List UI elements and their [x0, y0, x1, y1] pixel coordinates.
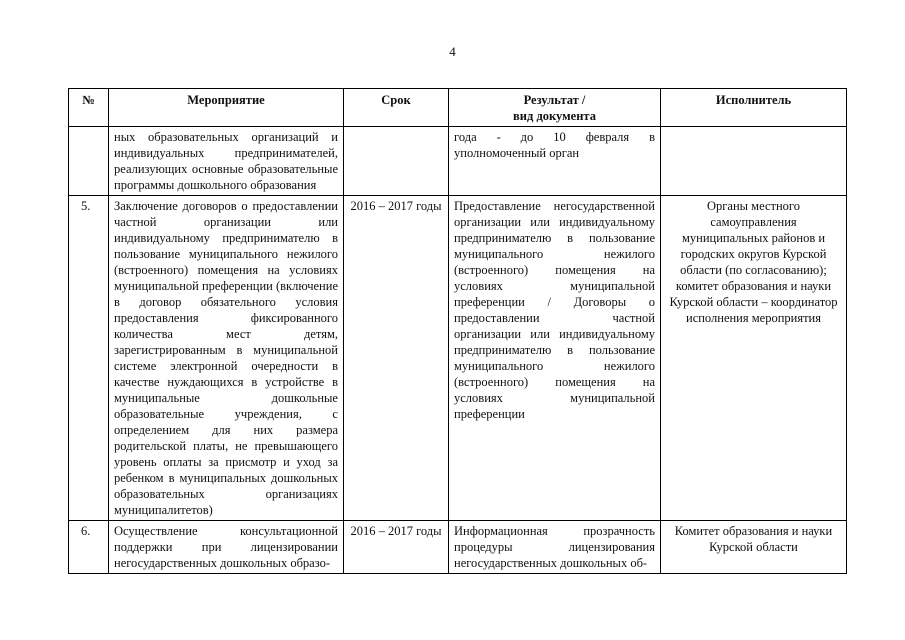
row-number — [69, 127, 109, 196]
row-activity: Осуществление консультационной поддержки при лицензировании негосударственных дошкольных образо- — [109, 521, 344, 574]
table-row — [69, 196, 847, 521]
row-number: 6. — [69, 521, 109, 574]
table-row — [69, 127, 847, 196]
table-row — [69, 521, 847, 574]
row-activity: ных образовательных организаций и индивидуальных предпринимателей, реализующих основные образовательные программы дошкольного образования — [109, 127, 344, 196]
row-term — [344, 127, 449, 196]
header-activity: Мероприятие — [109, 89, 344, 127]
row-term: 2016 – 2017 годы — [344, 196, 449, 521]
table-header-row — [69, 89, 847, 127]
header-no: № — [69, 89, 109, 127]
row-executor: Комитет образования и науки Курской области — [661, 521, 847, 574]
row-executor: Органы местного самоуправления муниципальных районов и городских округов Курской области (по согласованию); комитет образования и науки Курской области – координатор исполнения мероприятия — [661, 196, 847, 521]
row-result: Предоставление негосударственной организации или индивидуальному предпринимателю в пользование муниципального нежилого (встроенного) помещения на условиях муниципальной преференции / Договоры о предоставлении частной организации или индивидуальному предпринимателю в пользование муниципального нежилого (встроенного) помещения на условиях муниципальной преференции — [449, 196, 661, 521]
header-result-line1: Результат / — [523, 93, 586, 107]
row-activity: Заключение договоров о предоставлении частной организации или индивидуальному предпринимателю в пользование муниципального нежилого (встроенного) помещения на условиях муниципальной преференции (включение в договор обязательного условия предоставления фиксированного количества мест детям, зарегистрированным в муниципальной системе электронной очередности в качестве нуждающихся в устройстве в муниципальные дошкольные образовательные учреждения, с определением для них размера родительской платы, не превышающего уровень оплаты за присмотр и уход за ребенком в муниципальных дошкольных образовательных организациях муниципалитетов) — [109, 196, 344, 521]
row-number: 5. — [69, 196, 109, 521]
header-term: Срок — [344, 89, 449, 127]
row-result: Информационная прозрачность процедуры лицензирования негосударственных дошкольных об- — [449, 521, 661, 574]
page-number: 4 — [449, 44, 456, 59]
header-result — [449, 89, 661, 127]
header-executor: Исполнитель — [661, 89, 847, 127]
row-executor — [661, 127, 847, 196]
row-result: года - до 10 февраля в уполномоченный орган — [449, 127, 661, 196]
header-result-line2: вид документа — [513, 109, 596, 123]
row-term: 2016 – 2017 годы — [344, 521, 449, 574]
activities-table — [68, 88, 847, 574]
